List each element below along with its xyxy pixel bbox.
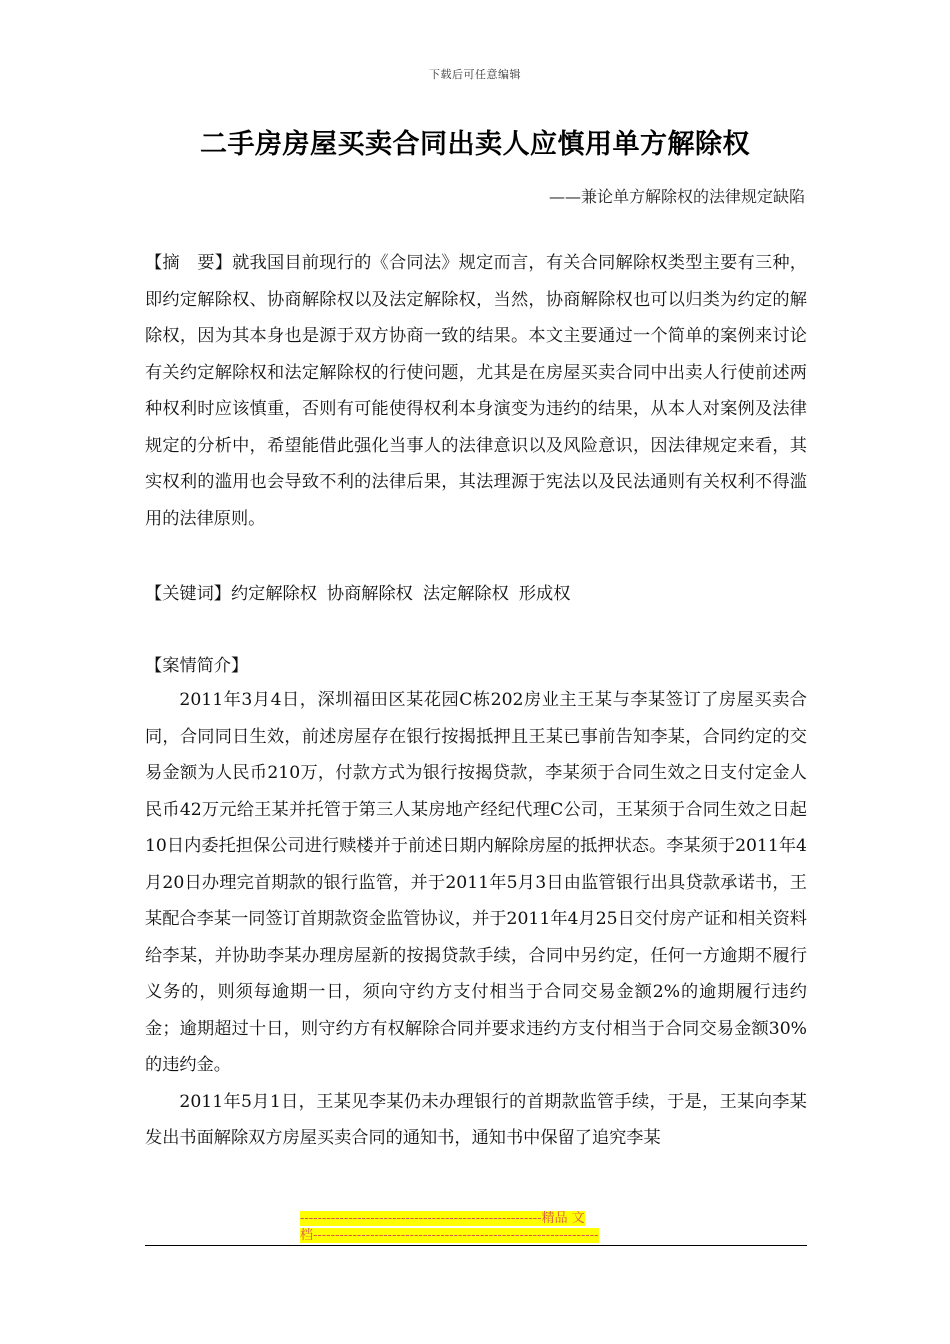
- case-paragraph: 2011年5月1日，王某见李某仍未办理银行的首期款监管手续，于是，王某向李某发出书面解除双方房屋买卖合同的通知书，通知书中保留了追究李某: [145, 1091, 807, 1148]
- case-body: [145, 682, 807, 1157]
- keyword-item: 形成权: [518, 584, 571, 604]
- case-heading: 【案情简介】: [145, 656, 249, 676]
- abstract-label: 【摘 要】: [145, 253, 233, 273]
- abstract-section: [145, 245, 807, 537]
- keywords-section: [145, 576, 807, 613]
- abstract-text: 就我国目前现行的《合同法》规定而言，有关合同解除权类型主要有三种，即约定解除权、协商解除权以及法定解除权，当然，协商解除权也可以归类为约定的解除权，因为其本身也是源于双方协商一致的结果。本文主要通过一个简单的案例来讨论有关约定解除权和法定解除权的行使问题，尤其是在房屋买卖合同中出卖人行使前述两种权利时应该慎重，否则有可能使得权利本身演变为违约的结果，从本人对案例及法律规定的分析中，希望能借此强化当事人的法律意识以及风险意识，因法律规定来看，其实权利的滥用也会导致不利的法律后果，其法理源于宪法以及民法通则有关权利不得滥用的法律原则。: [145, 253, 807, 529]
- case-paragraph: 2011年3月4日，深圳福田区某花园C栋202房业主王某与李某签订了房屋买卖合同，合同同日生效，前述房屋存在银行按揭抵押且王某已事前告知李某，合同约定的交易金额为人民币210万，付款方式为银行按揭贷款，李某须于合同生效之日支付定金人民币42万元给王某并托管于第三人某房地产经纪代理C公司，王某须于合同生效之日起10日内委托担保公司进行赎楼并于前述日期内解除房屋的抵押状态。李某须于2011年4月20日办理完首期款的银行监管，并于2011年5月3日由监管银行出具贷款承诺书，王某配合李某一同签订首期款资金监管协议，并于2011年4月25日交付房产证和相关资料给李某，并协助李某办理房屋新的按揭贷款手续，合同中另约定，任何一方逾期不履行义务的，则须每逾期一日，须向守约方支付相当于合同交易金额2%的逾期履行违约金；逾期超过十日，则守约方有权解除合同并要求违约方支付相当于合同交易金额30%的违约金。: [145, 690, 807, 1075]
- subtitle: ——兼论单方解除权的法律规定缺陷: [548, 187, 805, 206]
- keyword-item: 约定解除权: [230, 584, 317, 604]
- footer-line-2: 档-----------------------------------------------------------------: [300, 1228, 599, 1243]
- page-title: 二手房房屋买卖合同出卖人应慎用单方解除权: [200, 129, 750, 160]
- keywords-label: 【关键词】: [145, 584, 231, 604]
- footer-divider: [145, 1245, 807, 1246]
- keyword-item: 协商解除权: [326, 584, 413, 604]
- header-note: 下载后可任意编辑: [429, 68, 521, 81]
- footer-line-1: -------------------------------------------------------精品 文: [300, 1211, 585, 1226]
- keyword-item: 法定解除权: [422, 584, 509, 604]
- footer-watermark: [300, 1210, 647, 1244]
